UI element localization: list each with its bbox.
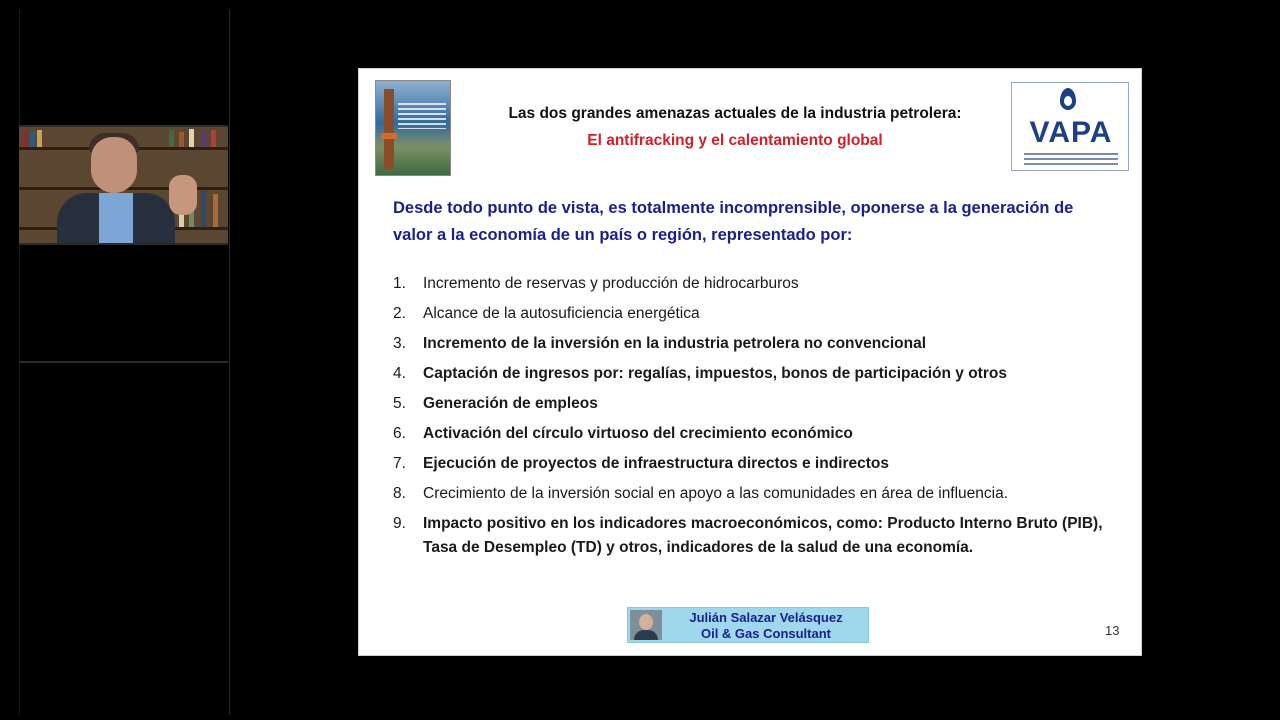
presenter-hand xyxy=(169,175,197,215)
list-item xyxy=(393,302,1133,326)
list-item-number: 6. xyxy=(393,425,406,442)
list-item-text: Activación del círculo virtuoso del crecimiento económico xyxy=(423,425,853,442)
slide-title: Las dos grandes amenazas actuales de la industria petrolera: xyxy=(508,105,962,122)
slide-page-number: 13 xyxy=(1105,623,1120,638)
list-item-text: Alcance de la autosuficiencia energética xyxy=(423,305,700,322)
vapa-logo-text: VAPA xyxy=(1029,116,1113,149)
list-item-number: 3. xyxy=(393,335,406,352)
list-item-number: 8. xyxy=(393,485,406,502)
list-item-number: 2. xyxy=(393,305,406,322)
vapa-logo-subtext xyxy=(1024,153,1118,165)
author-photo xyxy=(630,610,662,640)
list-item-text: Crecimiento de la inversión social en apoyo a las comunidades en área de influencia. xyxy=(423,485,1009,502)
oil-drop-icon xyxy=(1060,88,1076,110)
list-item xyxy=(393,332,1133,356)
list-item-text: Incremento de la inversión en la industria petrolera no convencional xyxy=(423,335,927,352)
slide-intro: Desde todo punto de vista, es totalmente incomprensible, oponerse a la generación de valor a la economía de un país o región, representado por: xyxy=(393,199,1074,244)
list-item-number: 7. xyxy=(393,455,406,472)
list-item-number: 1. xyxy=(393,275,406,292)
list-item-text: Impacto positivo en los indicadores macroeconómicos, como: Producto Interno Bruto (PIB), Tasa de Desempleo (TD) y otros, indicadores de la salud de una economía. xyxy=(423,515,1103,556)
list-item xyxy=(393,362,1133,386)
list-item xyxy=(393,422,1133,446)
presenter-video-tile[interactable] xyxy=(19,127,228,243)
author-name: Julián Salazar Velásquez xyxy=(689,610,843,625)
author-card xyxy=(627,607,869,643)
list-item xyxy=(393,272,1133,296)
tile-divider xyxy=(19,243,228,245)
book-cover-image xyxy=(375,80,451,176)
list-item-text: Generación de empleos xyxy=(423,395,598,412)
presenter-face xyxy=(91,137,137,193)
list-item xyxy=(393,512,1133,560)
shared-slide xyxy=(358,68,1142,656)
vapa-logo xyxy=(1011,82,1129,171)
list-item-text: Incremento de reservas y producción de hidrocarburos xyxy=(423,275,799,292)
list-item-number: 5. xyxy=(393,395,406,412)
list-item xyxy=(393,392,1133,416)
list-item xyxy=(393,482,1133,506)
list-item-number: 9. xyxy=(393,515,406,532)
tile-divider xyxy=(19,361,228,363)
list-item-text: Captación de ingresos por: regalías, impuestos, bonos de participación y otros xyxy=(423,365,1007,382)
slide-subtitle: El antifracking y el calentamiento global xyxy=(587,132,883,149)
author-role: Oil & Gas Consultant xyxy=(700,626,831,641)
list-item-text: Ejecución de proyectos de infraestructura directos e indirectos xyxy=(423,455,889,472)
presenter-shirt xyxy=(99,193,133,243)
points-list xyxy=(393,272,1133,566)
list-item xyxy=(393,452,1133,476)
list-item-number: 4. xyxy=(393,365,406,382)
